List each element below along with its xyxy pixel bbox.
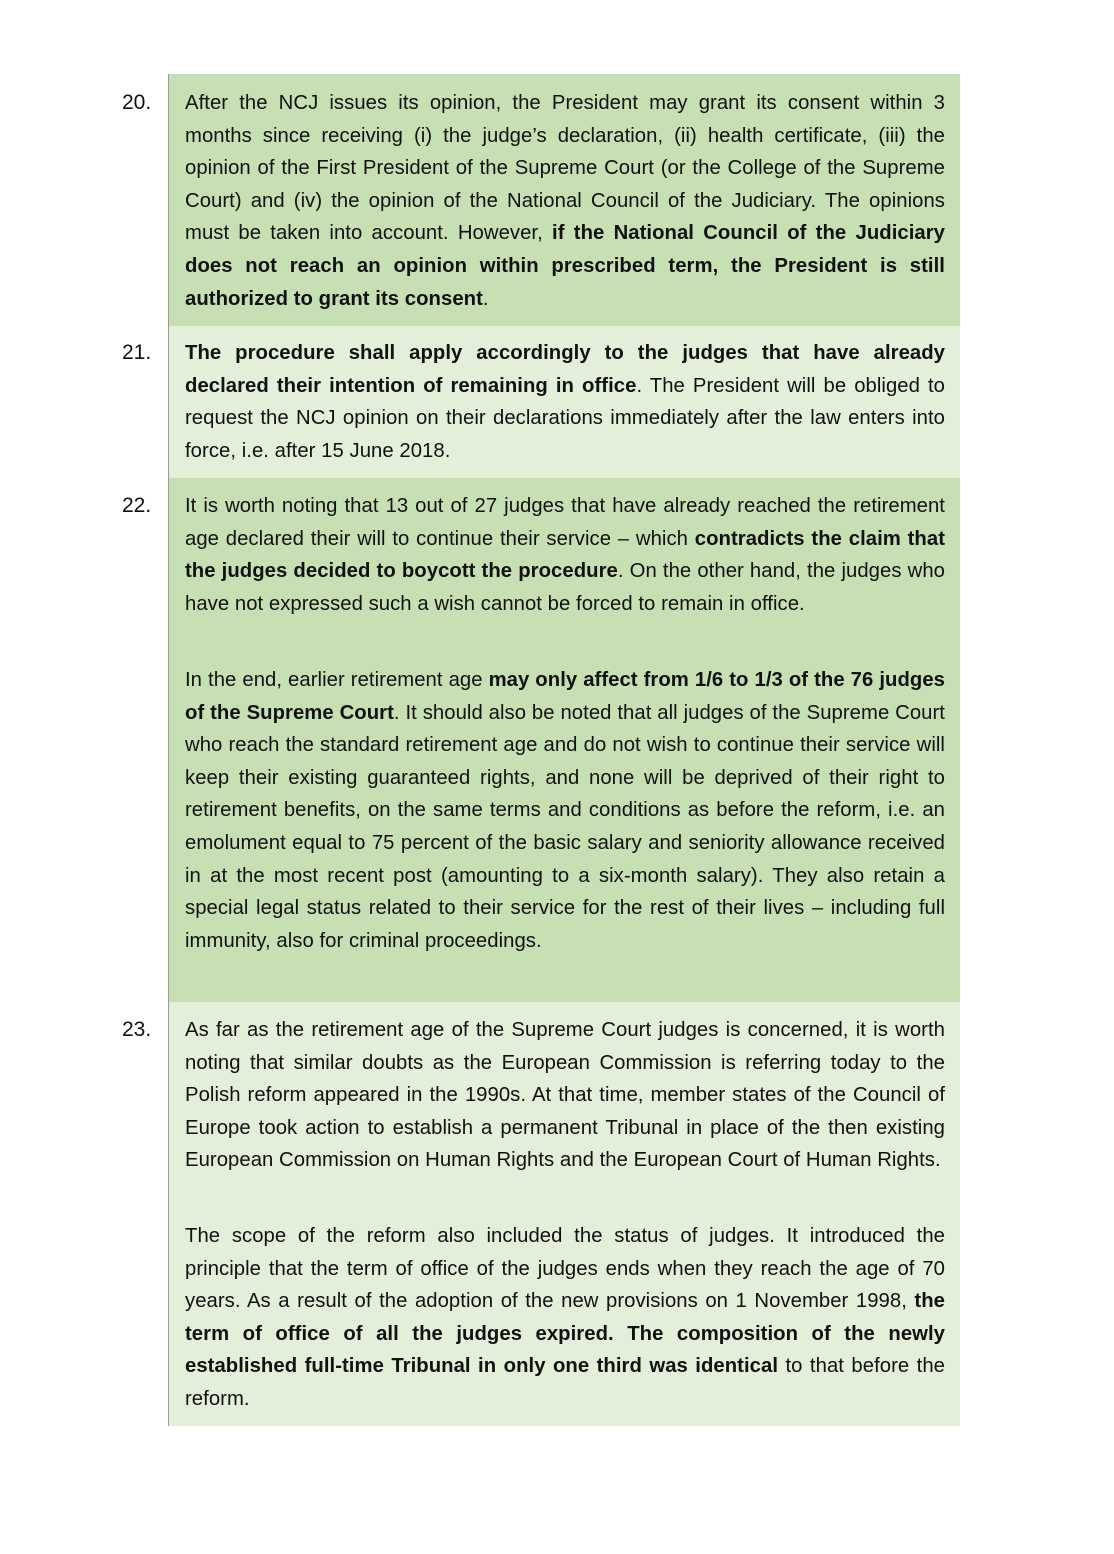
text-run: The scope of the reform also included the status of judges. It introduced the principle that the term of office of the judges ends when they reach the age of 70 years. As a result of the adoption of the new provisions on 1 November 1998, [185,1225,945,1313]
item-number: 23. [122,1018,152,1041]
text-run: It is worth noting that 13 out of 27 judges that have already reached the retirement age declared their will to continue their service – which [185,495,945,550]
text-run: . It should also be noted that all judges of the Supreme Court who reach the standard retirement age and do not wish to continue their service will keep their existing guaranteed rights, and none will be deprived of their right to retirement benefits, on the same terms and conditions as before the reform, i.e. an emolument equal to 75 percent of the basic salary and seniority allowance received in at the most recent post (amounting to a six-month salary). They also retain a special legal status related to their service for the rest of their lives – including full immunity, also for criminal proceedings. [185,701,945,952]
item-number: 20. [122,91,152,114]
item-box [168,326,960,478]
bold-text-run: contradicts the claim that the judges decided to boycott the procedure [185,527,946,583]
numbered-item-20 [0,74,1114,326]
item-paragraph [185,337,945,467]
item-box [168,478,960,1002]
bold-text-run: the term of office of all the judges expired. The composition of the newly established full-time Tribunal in only one third was identical [185,1290,945,1378]
item-box [168,1002,960,1426]
item-paragraph [185,664,945,957]
item-paragraph [185,87,945,315]
item-paragraph [185,490,945,620]
bold-text-run: The procedure shall apply accordingly to the judges that have already declared their intention of remaining in office [185,342,945,397]
item-paragraph [185,1014,945,1177]
bold-text-run: may only affect from 1/6 to 1/3 of the 76 judges of the Supreme Court [185,669,945,724]
text-run: After the NCJ issues its opinion, the President may grant its consent within 3 months since receiving (i) the judge’s declaration, (ii) health certificate, (iii) the opinion of the First President of the Supreme Court (or the College of the Supreme Court) and (iv) the opinion of the National Council of the Judiciary. The opinions must be taken into account. However, [185,92,945,245]
item-paragraph [185,1220,945,1416]
numbered-item-21 [0,326,1114,478]
text-run: . On the other hand, the judges who have not expressed such a wish cannot be forced to remain in office. [185,560,945,615]
numbered-item-23 [0,1002,1114,1426]
text-run: In the end, earlier retirement age [185,669,489,691]
item-number: 21. [122,341,152,364]
item-number: 22. [122,494,152,517]
item-box [168,74,960,326]
numbered-item-22 [0,478,1114,1002]
text-run: As far as the retirement age of the Supreme Court judges is concerned, it is worth noting that similar doubts as the European Commission is referring today to the Polish reform appeared in the 1990s. At that time, member states of the Council of Europe took action to establish a permanent Tribunal in place of the then existing European Commission on Human Rights and the European Court of Human Rights. [185,1019,945,1172]
text-run: . [482,287,489,310]
text-run: . The President will be obliged to request the NCJ opinion on their declarations immediately after the law enters into force, i.e. after 15 June 2018. [185,374,945,462]
bold-text-run: if the National Council of the Judiciary does not reach an opinion within prescribed term, the President is still authorized to grant its consent [185,222,945,310]
text-run: to that before the reform. [185,1355,945,1410]
